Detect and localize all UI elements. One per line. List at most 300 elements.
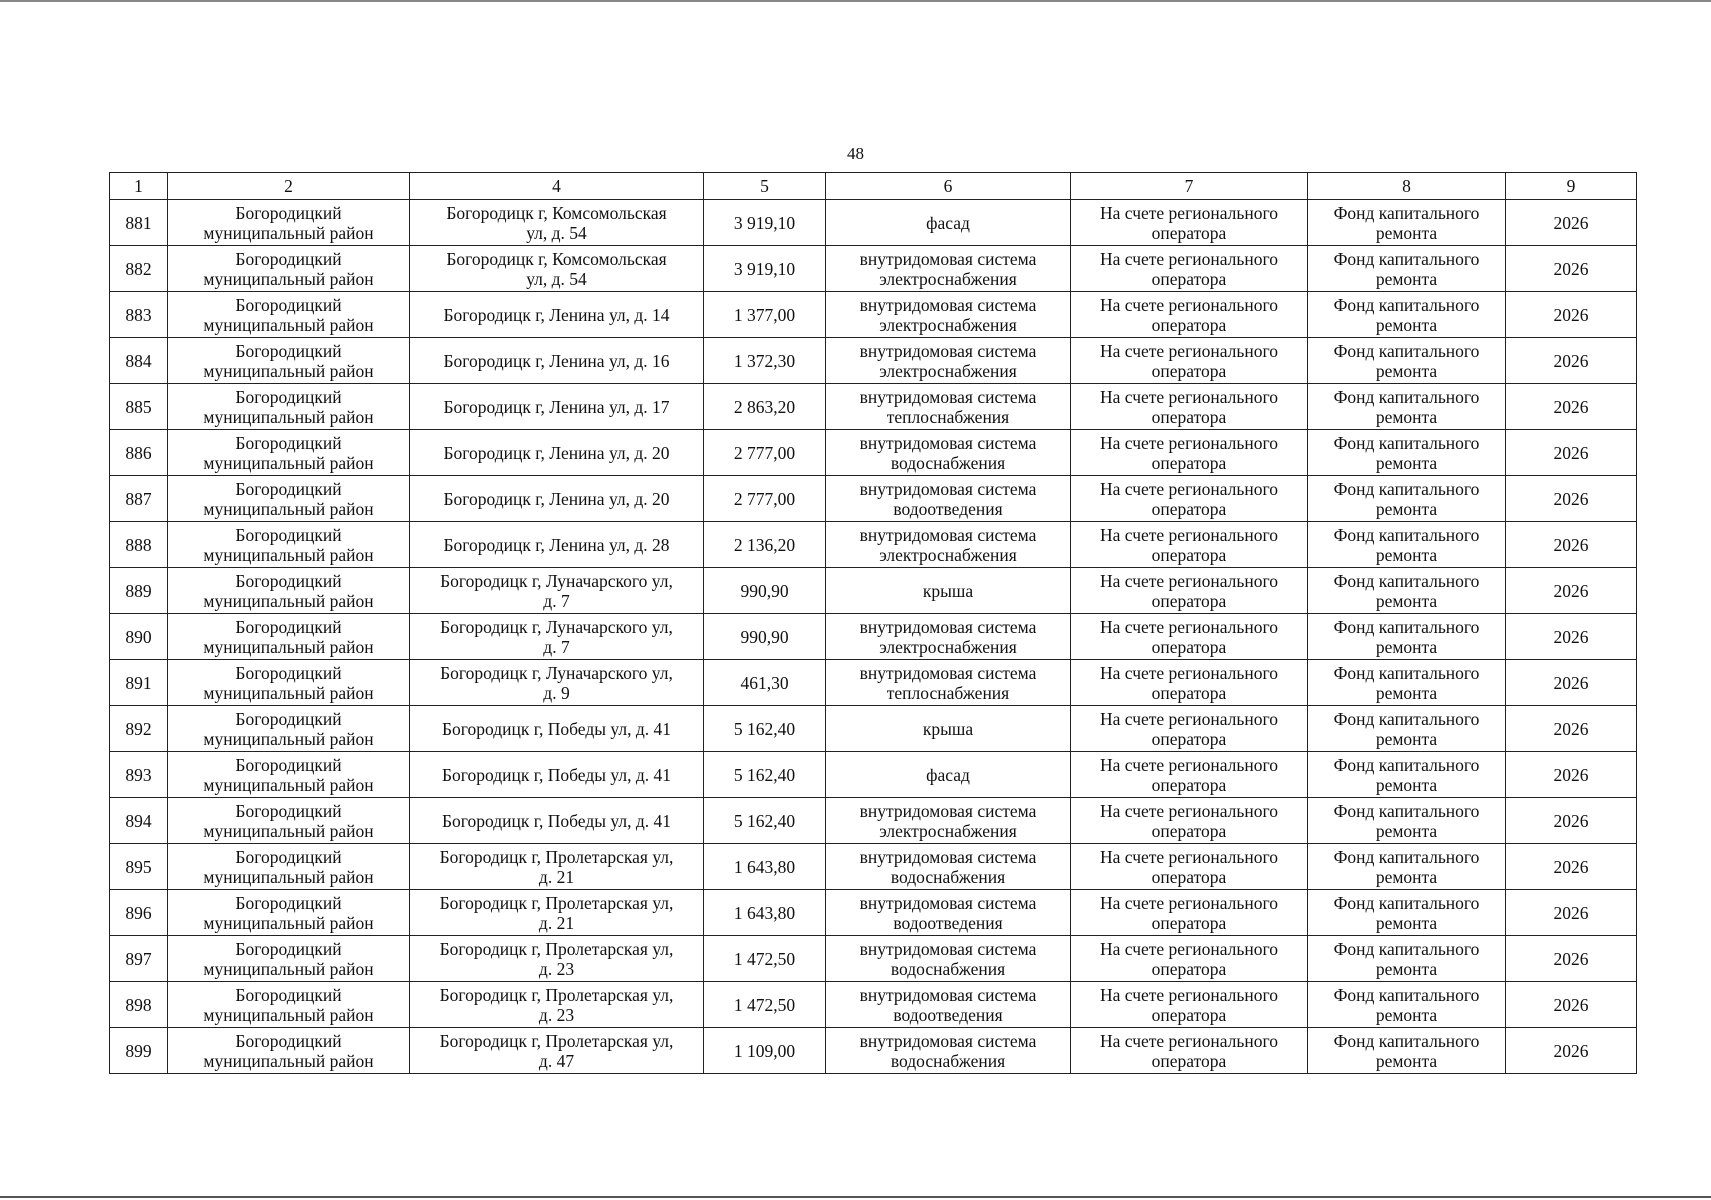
address-cell-line: Богородицк г, Пролетарская ул, [439,846,674,867]
district-cell-line: Богородицкий [235,248,342,269]
work-type-cell [826,338,1071,384]
funding-source-cell [1308,936,1506,982]
district-cell [168,568,410,614]
row-number-cell: 886 [110,430,168,476]
district-cell-line: Богородицкий [235,478,342,499]
year-cell: 2026 [1506,660,1637,706]
address-cell [410,384,704,430]
district-cell-line: муниципальный район [203,912,374,933]
funding-source-cell-line: ремонта [1375,544,1438,565]
district-cell-line: муниципальный район [203,268,374,289]
table-row [110,752,1637,798]
table-row [110,338,1637,384]
work-type-cell-line: водоотведения [893,1004,1003,1025]
district-cell-line: Богородицкий [235,1030,342,1051]
account-cell [1071,660,1308,706]
area-cell: 1 377,00 [704,292,826,338]
area-cell: 990,90 [704,614,826,660]
row-number-cell: 896 [110,890,168,936]
scan-top-border [0,0,1711,2]
year-cell: 2026 [1506,890,1637,936]
row-number-cell: 883 [110,292,168,338]
work-type-cell-line: водоснабжения [890,958,1006,979]
year-cell: 2026 [1506,798,1637,844]
funding-source-cell [1308,338,1506,384]
funding-source-cell-line: Фонд капитального [1333,662,1480,683]
funding-source-cell-line: Фонд капитального [1333,478,1480,499]
district-cell-line: Богородицкий [235,984,342,1005]
district-cell-line: Богородицкий [235,570,342,591]
address-cell [410,798,704,844]
work-type-cell-line: внутридомовая система [859,984,1037,1005]
address-cell [410,430,704,476]
account-cell-line: На счете регионального [1100,248,1278,269]
account-cell [1071,568,1308,614]
work-type-cell-line: фасад [926,764,970,785]
account-cell-line: оператора [1151,590,1227,611]
funding-source-cell [1308,752,1506,798]
district-cell-line: Богородицкий [235,202,342,223]
account-cell-line: оператора [1151,360,1227,381]
funding-source-cell-line: Фонд капитального [1333,340,1480,361]
address-cell-line: ул, д. 54 [526,268,587,289]
work-type-cell [826,844,1071,890]
account-cell [1071,292,1308,338]
year-cell: 2026 [1506,522,1637,568]
work-type-cell [826,568,1071,614]
district-cell-line: Богородицкий [235,616,342,637]
work-type-cell-line: электроснабжения [879,268,1017,289]
account-cell [1071,890,1308,936]
address-cell [410,522,704,568]
district-cell [168,200,410,246]
account-cell-line: оператора [1151,820,1227,841]
address-cell-line: д. 21 [538,866,575,887]
account-cell [1071,752,1308,798]
work-type-cell-line: внутридомовая система [859,662,1037,683]
year-cell: 2026 [1506,430,1637,476]
area-cell: 5 162,40 [704,798,826,844]
area-cell: 1 643,80 [704,890,826,936]
funding-source-cell-line: Фонд капитального [1333,524,1480,545]
account-cell-line: оператора [1151,406,1227,427]
address-cell-line: Богородицк г, Луначарского ул, [440,570,673,591]
column-header: 2 [168,173,410,200]
funding-source-cell-line: Фонд капитального [1333,938,1480,959]
work-type-cell-line: внутридомовая система [859,846,1037,867]
funding-source-cell [1308,522,1506,568]
district-cell-line: муниципальный район [203,452,374,473]
row-number-cell: 890 [110,614,168,660]
work-type-cell [826,890,1071,936]
account-cell-line: На счете регионального [1100,570,1278,591]
account-cell-line: оператора [1151,866,1227,887]
account-cell [1071,936,1308,982]
work-type-cell [826,936,1071,982]
work-type-cell [826,614,1071,660]
account-cell-line: На счете регионального [1100,294,1278,315]
work-type-cell-line: внутридомовая система [859,524,1037,545]
work-type-cell-line: внутридомовая система [859,432,1037,453]
row-number-cell: 898 [110,982,168,1028]
funding-source-cell-line: Фонд капитального [1333,248,1480,269]
district-cell-line: Богородицкий [235,524,342,545]
area-cell: 2 863,20 [704,384,826,430]
work-type-cell [826,292,1071,338]
account-cell [1071,522,1308,568]
address-cell-line: Богородицк г, Комсомольская [446,202,667,223]
work-type-cell [826,660,1071,706]
account-cell-line: На счете регионального [1100,938,1278,959]
work-type-cell-line: теплоснабжения [886,682,1010,703]
funding-source-cell [1308,706,1506,752]
funding-source-cell-line: ремонта [1375,866,1438,887]
area-cell: 2 136,20 [704,522,826,568]
district-cell-line: Богородицкий [235,708,342,729]
account-cell [1071,1028,1308,1074]
table-row [110,614,1637,660]
row-number-cell: 888 [110,522,168,568]
area-cell: 1 643,80 [704,844,826,890]
funding-source-cell-line: Фонд капитального [1333,616,1480,637]
address-cell [410,200,704,246]
district-cell [168,522,410,568]
funding-source-cell-line: ремонта [1375,774,1438,795]
table-row [110,200,1637,246]
work-type-cell-line: внутридомовая система [859,800,1037,821]
area-cell: 1 109,00 [704,1028,826,1074]
funding-source-cell-line: ремонта [1375,590,1438,611]
funding-source-cell-line: Фонд капитального [1333,800,1480,821]
header-row [110,173,1637,200]
address-cell-line: Богородицк г, Ленина ул, д. 14 [443,304,670,325]
district-cell [168,614,410,660]
table-row [110,844,1637,890]
funding-source-cell [1308,798,1506,844]
year-cell: 2026 [1506,614,1637,660]
row-number-cell: 891 [110,660,168,706]
column-header: 9 [1506,173,1637,200]
column-header: 4 [410,173,704,200]
row-number-cell: 897 [110,936,168,982]
work-type-cell-line: электроснабжения [879,636,1017,657]
work-type-cell-line: фасад [926,212,970,233]
register-table [109,172,1637,1074]
work-type-cell-line: внутридомовая система [859,892,1037,913]
work-type-cell [826,430,1071,476]
address-cell [410,752,704,798]
account-cell [1071,338,1308,384]
account-cell-line: оператора [1151,222,1227,243]
district-cell-line: муниципальный район [203,314,374,335]
district-cell-line: муниципальный район [203,406,374,427]
area-cell: 1 472,50 [704,982,826,1028]
area-cell: 5 162,40 [704,752,826,798]
district-cell [168,844,410,890]
table-row [110,568,1637,614]
address-cell-line: Богородицк г, Пролетарская ул, [439,938,674,959]
funding-source-cell [1308,476,1506,522]
work-type-cell-line: внутридомовая система [859,294,1037,315]
address-cell [410,844,704,890]
address-cell [410,706,704,752]
address-cell-line: Богородицк г, Луначарского ул, [440,662,673,683]
funding-source-cell-line: ремонта [1375,498,1438,519]
account-cell-line: оператора [1151,544,1227,565]
district-cell-line: муниципальный район [203,590,374,611]
district-cell-line: Богородицкий [235,432,342,453]
table-row [110,1028,1637,1074]
row-number-cell: 881 [110,200,168,246]
account-cell-line: На счете регионального [1100,432,1278,453]
column-header: 6 [826,173,1071,200]
funding-source-cell-line: ремонта [1375,360,1438,381]
account-cell [1071,430,1308,476]
funding-source-cell [1308,614,1506,660]
row-number-cell: 895 [110,844,168,890]
funding-source-cell-line: Фонд капитального [1333,984,1480,1005]
account-cell [1071,982,1308,1028]
address-cell-line: д. 47 [538,1050,575,1071]
district-cell-line: муниципальный район [203,498,374,519]
work-type-cell [826,706,1071,752]
address-cell [410,660,704,706]
funding-source-cell-line: Фонд капитального [1333,202,1480,223]
district-cell-line: Богородицкий [235,800,342,821]
account-cell-line: оператора [1151,1050,1227,1071]
area-cell: 5 162,40 [704,706,826,752]
district-cell [168,982,410,1028]
work-type-cell [826,1028,1071,1074]
funding-source-cell-line: ремонта [1375,222,1438,243]
funding-source-cell [1308,982,1506,1028]
area-cell: 2 777,00 [704,430,826,476]
district-cell-line: Богородицкий [235,938,342,959]
work-type-cell [826,522,1071,568]
address-cell [410,568,704,614]
funding-source-cell-line: Фонд капитального [1333,754,1480,775]
funding-source-cell [1308,890,1506,936]
address-cell-line: Богородицк г, Победы ул, д. 41 [441,764,671,785]
work-type-cell-line: электроснабжения [879,314,1017,335]
table-row [110,476,1637,522]
address-cell [410,476,704,522]
address-cell [410,246,704,292]
district-cell [168,660,410,706]
funding-source-cell-line: ремонта [1375,1050,1438,1071]
work-type-cell-line: водоотведения [893,912,1003,933]
account-cell [1071,384,1308,430]
funding-source-cell-line: Фонд капитального [1333,570,1480,591]
address-cell [410,1028,704,1074]
area-cell: 3 919,10 [704,200,826,246]
funding-source-cell-line: ремонта [1375,912,1438,933]
address-cell [410,292,704,338]
table-row [110,982,1637,1028]
district-cell [168,384,410,430]
address-cell-line: Богородицк г, Ленина ул, д. 28 [443,534,670,555]
account-cell-line: На счете регионального [1100,800,1278,821]
district-cell-line: Богородицкий [235,754,342,775]
area-cell: 2 777,00 [704,476,826,522]
funding-source-cell [1308,384,1506,430]
column-header: 7 [1071,173,1308,200]
year-cell: 2026 [1506,844,1637,890]
district-cell-line: муниципальный район [203,728,374,749]
funding-source-cell [1308,1028,1506,1074]
address-cell [410,890,704,936]
table-row [110,706,1637,752]
account-cell [1071,614,1308,660]
table-row [110,936,1637,982]
scan-bottom-border [0,1196,1711,1198]
address-cell-line: Богородицк г, Ленина ул, д. 20 [443,442,670,463]
row-number-cell: 882 [110,246,168,292]
year-cell: 2026 [1506,384,1637,430]
address-cell-line: Богородицк г, Пролетарская ул, [439,1030,674,1051]
year-cell: 2026 [1506,476,1637,522]
account-cell-line: оператора [1151,636,1227,657]
funding-source-cell [1308,660,1506,706]
district-cell-line: Богородицкий [235,892,342,913]
work-type-cell-line: электроснабжения [879,360,1017,381]
address-cell-line: д. 23 [538,1004,575,1025]
funding-source-cell-line: Фонд капитального [1333,386,1480,407]
district-cell-line: Богородицкий [235,662,342,683]
table-row [110,660,1637,706]
funding-source-cell-line: ремонта [1375,452,1438,473]
work-type-cell-line: внутридомовая система [859,248,1037,269]
work-type-cell-line: водоснабжения [890,452,1006,473]
row-number-cell: 889 [110,568,168,614]
work-type-cell-line: электроснабжения [879,544,1017,565]
district-cell [168,246,410,292]
row-number-cell: 899 [110,1028,168,1074]
address-cell-line: д. 9 [543,682,570,703]
work-type-cell-line: водоснабжения [890,1050,1006,1071]
district-cell [168,1028,410,1074]
work-type-cell-line: внутридомовая система [859,340,1037,361]
column-header: 8 [1308,173,1506,200]
address-cell-line: д. 7 [543,636,570,657]
address-cell-line: Богородицк г, Луначарского ул, [440,616,673,637]
work-type-cell [826,982,1071,1028]
table-row [110,292,1637,338]
district-cell-line: муниципальный район [203,958,374,979]
account-cell-line: оператора [1151,728,1227,749]
year-cell: 2026 [1506,246,1637,292]
funding-source-cell-line: ремонта [1375,728,1438,749]
year-cell: 2026 [1506,1028,1637,1074]
address-cell-line: Богородицк г, Победы ул, д. 41 [441,810,671,831]
funding-source-cell-line: ремонта [1375,406,1438,427]
year-cell: 2026 [1506,338,1637,384]
district-cell-line: муниципальный район [203,820,374,841]
work-type-cell-line: внутридомовая система [859,938,1037,959]
account-cell-line: оператора [1151,1004,1227,1025]
district-cell [168,798,410,844]
work-type-cell-line: водоснабжения [890,866,1006,887]
work-type-cell-line: внутридомовая система [859,1030,1037,1051]
work-type-cell-line: крыша [922,718,974,739]
funding-source-cell [1308,292,1506,338]
district-cell-line: муниципальный район [203,360,374,381]
address-cell-line: Богородицк г, Ленина ул, д. 20 [443,488,670,509]
funding-source-cell-line: Фонд капитального [1333,294,1480,315]
address-cell-line: Богородицк г, Ленина ул, д. 17 [443,396,670,417]
area-cell: 990,90 [704,568,826,614]
account-cell-line: На счете регионального [1100,708,1278,729]
table-row [110,430,1637,476]
address-cell-line: ул, д. 54 [526,222,587,243]
account-cell-line: На счете регионального [1100,202,1278,223]
funding-source-cell-line: ремонта [1375,820,1438,841]
account-cell-line: оператора [1151,452,1227,473]
column-header: 1 [110,173,168,200]
district-cell [168,890,410,936]
work-type-cell [826,200,1071,246]
district-cell [168,292,410,338]
district-cell [168,752,410,798]
funding-source-cell [1308,430,1506,476]
account-cell [1071,844,1308,890]
district-cell-line: муниципальный район [203,544,374,565]
page-number: 48 [847,144,864,163]
area-cell: 1 472,50 [704,936,826,982]
funding-source-cell-line: Фонд капитального [1333,1030,1480,1051]
address-cell-line: Богородицк г, Победы ул, д. 41 [441,718,671,739]
account-cell-line: оператора [1151,682,1227,703]
account-cell-line: оператора [1151,268,1227,289]
account-cell [1071,706,1308,752]
year-cell: 2026 [1506,706,1637,752]
funding-source-cell [1308,200,1506,246]
address-cell [410,338,704,384]
work-type-cell [826,246,1071,292]
district-cell-line: муниципальный район [203,774,374,795]
table-body [110,200,1637,1074]
account-cell-line: На счете регионального [1100,892,1278,913]
district-cell-line: Богородицкий [235,340,342,361]
account-cell-line: На счете регионального [1100,340,1278,361]
district-cell-line: муниципальный район [203,636,374,657]
account-cell-line: На счете регионального [1100,386,1278,407]
account-cell-line: оператора [1151,314,1227,335]
table-row [110,890,1637,936]
year-cell: 2026 [1506,292,1637,338]
funding-source-cell-line: Фонд капитального [1333,708,1480,729]
account-cell-line: На счете регионального [1100,616,1278,637]
year-cell: 2026 [1506,568,1637,614]
account-cell-line: На счете регионального [1100,478,1278,499]
account-cell-line: На счете регионального [1100,754,1278,775]
account-cell [1071,476,1308,522]
work-type-cell-line: внутридомовая система [859,616,1037,637]
table-row [110,522,1637,568]
funding-source-cell-line: ремонта [1375,268,1438,289]
address-cell-line: д. 21 [538,912,575,933]
funding-source-cell-line: ремонта [1375,314,1438,335]
district-cell-line: Богородицкий [235,846,342,867]
table-row [110,246,1637,292]
district-cell-line: муниципальный район [203,866,374,887]
district-cell-line: Богородицкий [235,294,342,315]
address-cell [410,982,704,1028]
year-cell: 2026 [1506,982,1637,1028]
funding-source-cell [1308,568,1506,614]
address-cell-line: Богородицк г, Пролетарская ул, [439,892,674,913]
row-number-cell: 892 [110,706,168,752]
